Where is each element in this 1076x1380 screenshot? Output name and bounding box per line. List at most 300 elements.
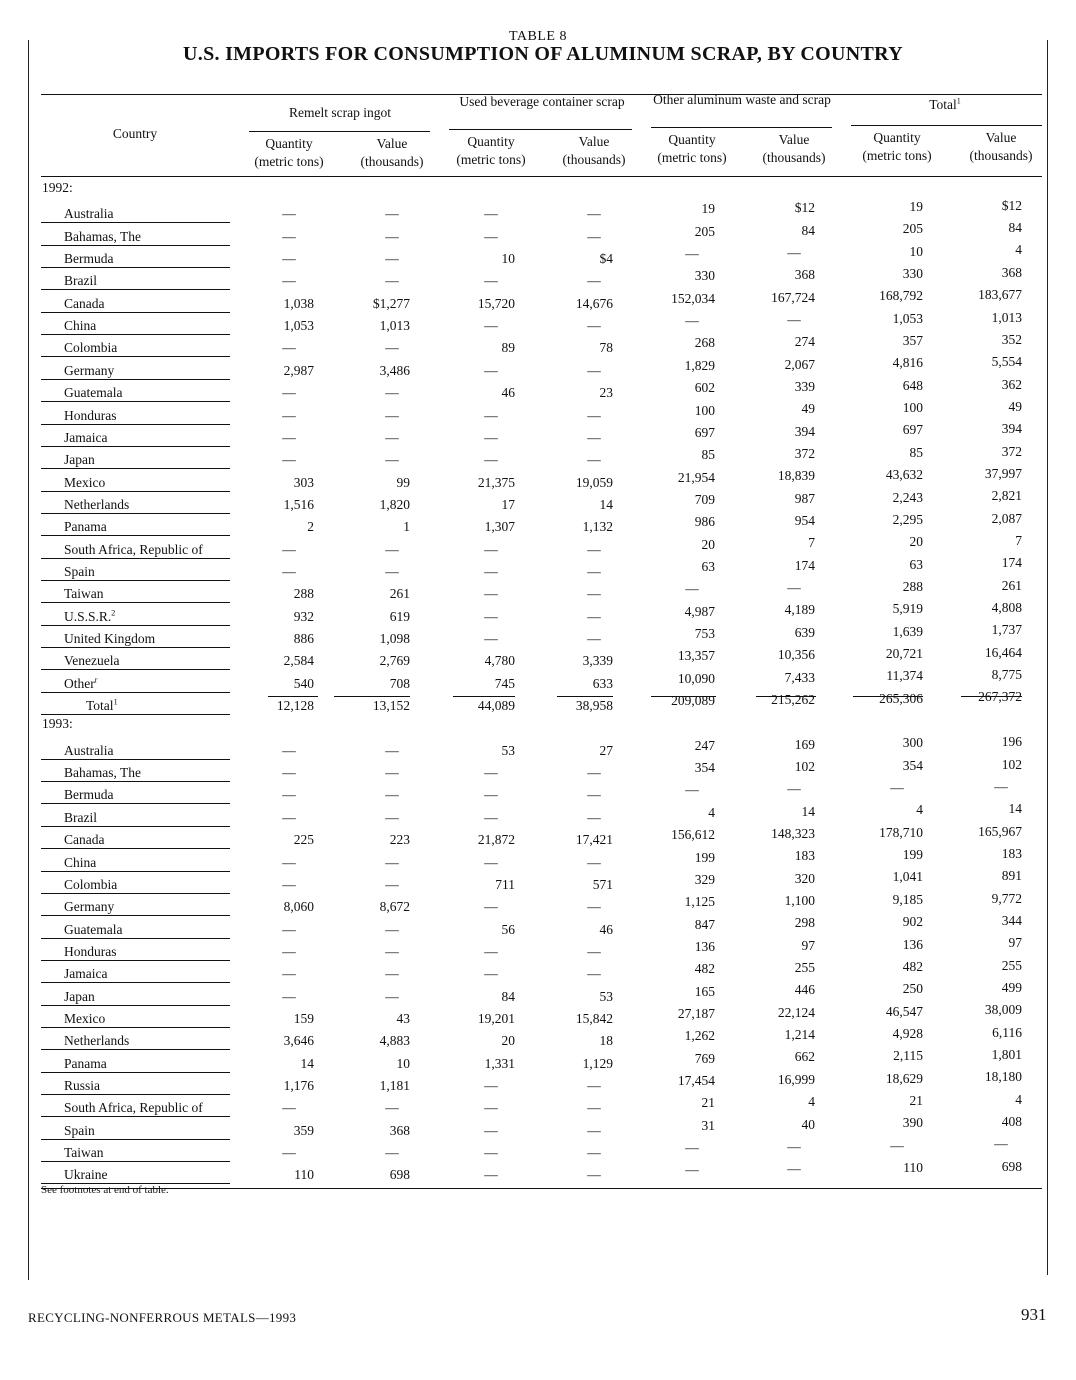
table-cell-value: — bbox=[484, 943, 498, 959]
table-cell-value: — bbox=[685, 246, 699, 262]
table-cell-value: — bbox=[587, 809, 601, 825]
table-cell-value: 1,100 bbox=[784, 893, 815, 908]
table-cell-value: 49 bbox=[1008, 398, 1022, 414]
column-group-label: Total bbox=[929, 97, 957, 112]
row-rule bbox=[41, 960, 230, 961]
column-header-value-unit: (thousands) bbox=[360, 154, 424, 169]
table-cell-value: — bbox=[787, 580, 801, 596]
row-rule bbox=[41, 669, 230, 670]
table-cell-value: 4 bbox=[1015, 1091, 1022, 1107]
country-name: Spain bbox=[64, 563, 95, 579]
table-cell-value: — bbox=[282, 854, 296, 870]
footnote-marker: 2 bbox=[111, 608, 116, 618]
country-name: Total bbox=[86, 698, 114, 714]
table-cell-value: 21 bbox=[701, 1095, 715, 1111]
table-cell-value: 21,375 bbox=[477, 474, 515, 490]
column-header-value-unit: (thousands) bbox=[762, 150, 826, 165]
table-cell-value: 4,808 bbox=[991, 600, 1022, 616]
table-cell-value: 1 bbox=[403, 519, 410, 535]
row-country-label bbox=[64, 430, 107, 446]
country-name: Other bbox=[64, 675, 95, 691]
column-group-rule bbox=[449, 129, 632, 130]
table-cell-value: 10 bbox=[501, 251, 515, 267]
table-cell-value: 38,009 bbox=[984, 1002, 1022, 1018]
table-cell-value: — bbox=[787, 781, 801, 797]
table-cell-value: — bbox=[587, 943, 601, 959]
table-cell-value: 84 bbox=[801, 222, 815, 238]
table-cell-value: 17,454 bbox=[677, 1073, 715, 1088]
row-country-label bbox=[64, 251, 114, 267]
row-country-label bbox=[64, 810, 97, 826]
row-country-label bbox=[64, 899, 114, 915]
table-cell-value: 18 bbox=[599, 1033, 613, 1049]
table-cell-value: 205 bbox=[902, 221, 923, 237]
row-rule bbox=[41, 1094, 230, 1095]
row-rule bbox=[41, 513, 230, 514]
row-country-label bbox=[64, 1033, 129, 1049]
table-cell-value: — bbox=[587, 452, 601, 468]
row-country-label bbox=[64, 944, 117, 960]
table-cell-value: — bbox=[484, 1145, 498, 1161]
country-name: Guatemala bbox=[64, 921, 123, 937]
table-cell-value: — bbox=[685, 1140, 699, 1156]
table-cell-value: 9,772 bbox=[991, 890, 1022, 906]
table-cell-value: 136 bbox=[902, 936, 923, 952]
table-cell-value: 27,187 bbox=[677, 1005, 715, 1021]
table-cell-value: 288 bbox=[293, 586, 314, 602]
row-rule bbox=[41, 826, 230, 827]
table-cell-value: — bbox=[484, 541, 498, 557]
table-cell-value: 13,357 bbox=[677, 648, 715, 664]
table-cell-value: — bbox=[587, 631, 601, 646]
table-cell-value: 711 bbox=[495, 876, 515, 892]
row-country-label bbox=[64, 877, 117, 893]
table-cell-value: 330 bbox=[694, 268, 715, 284]
table-cell-value: 84 bbox=[501, 988, 515, 1004]
page-number: 931 bbox=[1021, 1305, 1047, 1324]
table-cell-value: 174 bbox=[1001, 555, 1022, 571]
table-cell-value: 298 bbox=[794, 915, 815, 931]
country-name: Venezuela bbox=[64, 653, 120, 669]
country-name: Netherlands bbox=[64, 1033, 130, 1049]
table-cell-value: 354 bbox=[694, 760, 715, 776]
country-name: Colombia bbox=[64, 876, 118, 892]
table-cell-value: 1,013 bbox=[379, 318, 410, 334]
column-header-value-unit: (thousands) bbox=[969, 148, 1033, 163]
table-cell-value: 1,098 bbox=[379, 631, 410, 646]
table-cell-value: 987 bbox=[794, 490, 815, 506]
table-cell-value: — bbox=[587, 407, 601, 423]
country-name: United Kingdom bbox=[64, 631, 156, 646]
table-cell-value: — bbox=[385, 966, 399, 982]
table-cell-value: — bbox=[587, 228, 601, 244]
country-name: Bahamas, The bbox=[64, 765, 141, 781]
row-country-label bbox=[64, 497, 129, 513]
column-group-rule bbox=[249, 131, 430, 132]
table-cell-value: 7,433 bbox=[784, 669, 815, 685]
table-cell-value: — bbox=[484, 228, 498, 244]
table-cell-value: 18,839 bbox=[777, 468, 815, 484]
total-sum-rule bbox=[853, 696, 923, 697]
table-cell-value: 255 bbox=[1001, 957, 1022, 973]
table-cell-value: — bbox=[282, 206, 296, 222]
row-rule bbox=[41, 401, 230, 402]
table-cell-value: — bbox=[282, 340, 296, 356]
row-country-label bbox=[64, 519, 107, 535]
table-cell-value: 1,639 bbox=[892, 623, 923, 639]
table-cell-value: 662 bbox=[794, 1049, 815, 1065]
row-country-label bbox=[64, 922, 122, 938]
table-cell-value: — bbox=[282, 251, 296, 267]
table-cell-value: 697 bbox=[902, 422, 923, 438]
table-cell-value: — bbox=[282, 988, 296, 1004]
table-cell-value: 100 bbox=[902, 400, 923, 416]
table-cell-value: 4,816 bbox=[892, 355, 923, 371]
row-country-label bbox=[64, 385, 122, 401]
table-cell-value: 56 bbox=[501, 921, 515, 937]
table-cell-value: 183,677 bbox=[978, 287, 1022, 303]
table-cell-value: 648 bbox=[902, 377, 923, 393]
total-sum-rule bbox=[268, 696, 318, 697]
row-country-label bbox=[64, 475, 105, 491]
country-name: Japan bbox=[64, 452, 95, 468]
table-cell-value: 394 bbox=[1001, 421, 1022, 437]
row-rule bbox=[41, 267, 230, 268]
table-cell-value: 20 bbox=[909, 534, 923, 550]
table-cell-value: — bbox=[484, 318, 498, 334]
table-cell-value: 46 bbox=[501, 385, 515, 401]
row-rule bbox=[41, 222, 230, 223]
table-cell-value: 10 bbox=[396, 1055, 410, 1071]
table-cell-value: — bbox=[282, 765, 296, 781]
table-cell-value: 394 bbox=[794, 423, 815, 439]
table-cell-value: 49 bbox=[801, 401, 815, 417]
table-cell-value: — bbox=[587, 1167, 601, 1183]
country-name: Australia bbox=[64, 206, 114, 222]
table-cell-value: 902 bbox=[902, 914, 923, 930]
table-cell-value: 183 bbox=[1001, 845, 1022, 861]
table-cell-value: 261 bbox=[1001, 577, 1022, 593]
table-cell-value: — bbox=[890, 1137, 904, 1153]
column-header-quantity-unit: (metric tons) bbox=[657, 150, 727, 165]
table-cell-value: 372 bbox=[1001, 443, 1022, 459]
table-cell-value: — bbox=[385, 742, 399, 758]
table-cell-value: — bbox=[484, 966, 498, 982]
table-cell-value: 17,421 bbox=[575, 832, 613, 848]
row-rule bbox=[41, 1005, 230, 1006]
footnote-marker: 1 bbox=[113, 697, 118, 707]
table-cell-value: 178,710 bbox=[879, 824, 923, 840]
table-cell-value: — bbox=[484, 407, 498, 423]
row-rule bbox=[41, 1139, 230, 1140]
table-cell-value: 46,547 bbox=[885, 1003, 923, 1019]
table-cell-value: 265,306 bbox=[879, 690, 923, 706]
table-cell-value: — bbox=[282, 452, 296, 468]
table-cell-value: 3,646 bbox=[283, 1033, 314, 1049]
table-cell-value: — bbox=[385, 1100, 399, 1116]
table-cell-value: 174 bbox=[794, 557, 815, 573]
table-cell-value: 152,034 bbox=[671, 290, 715, 306]
table-cell-value: 22,124 bbox=[777, 1004, 815, 1020]
table-cell-value: 40 bbox=[801, 1116, 815, 1132]
row-rule bbox=[41, 245, 230, 246]
table-cell-value: — bbox=[587, 563, 601, 579]
table-cell-value: — bbox=[484, 765, 498, 781]
table-cell-value: 16,464 bbox=[984, 644, 1022, 660]
table-cell-value: — bbox=[587, 899, 601, 915]
table-cell-value: 10,090 bbox=[677, 670, 715, 686]
table-cell-value: — bbox=[282, 228, 296, 244]
table-cell-value: 408 bbox=[1001, 1114, 1022, 1130]
row-rule bbox=[41, 312, 230, 313]
table-cell-value: — bbox=[484, 1167, 498, 1183]
row-rule bbox=[41, 602, 230, 603]
table-cell-value: — bbox=[994, 1136, 1008, 1152]
column-group-label: Other aluminum waste and scrap bbox=[653, 92, 831, 107]
table-cell-value: 46 bbox=[599, 921, 613, 937]
table-cell-value: 1,125 bbox=[684, 894, 715, 910]
table-cell-value: — bbox=[282, 1100, 296, 1116]
row-country-label bbox=[64, 340, 117, 356]
table-cell-value: 886 bbox=[293, 631, 314, 646]
column-group-rule bbox=[851, 125, 1042, 126]
column-header-value-unit: (thousands) bbox=[562, 152, 626, 167]
table-cell-value: — bbox=[282, 273, 296, 289]
table-cell-value: — bbox=[385, 809, 399, 825]
row-rule bbox=[41, 982, 230, 983]
table-cell-value: — bbox=[587, 1078, 601, 1093]
table-cell-value: 10,356 bbox=[777, 647, 815, 663]
table-cell-value: 300 bbox=[902, 735, 923, 751]
table-cell-value: — bbox=[385, 340, 399, 356]
table-cell-value: 359 bbox=[293, 1122, 314, 1138]
column-header-quantity: Quantity bbox=[467, 134, 515, 149]
row-country-label bbox=[64, 318, 96, 334]
country-name: Panama bbox=[64, 519, 107, 535]
total-sum-rule bbox=[651, 696, 716, 697]
table-cell-value: 745 bbox=[494, 675, 515, 691]
table-cell-value: — bbox=[484, 854, 498, 870]
table-cell-value: 4 bbox=[1015, 242, 1022, 258]
table-cell-value: 199 bbox=[694, 849, 715, 865]
row-rule bbox=[41, 1072, 230, 1073]
table-cell-value: 1,829 bbox=[684, 357, 715, 373]
table-cell-value: 110 bbox=[903, 1160, 923, 1175]
table-cell-value: 10 bbox=[909, 243, 923, 259]
table-cell-value: — bbox=[587, 429, 601, 445]
country-name: Brazil bbox=[64, 273, 97, 289]
table-cell-value: 1,262 bbox=[684, 1028, 715, 1044]
row-country-label bbox=[64, 1100, 203, 1116]
row-rule bbox=[41, 1161, 230, 1162]
table-cell-value: 1,013 bbox=[991, 309, 1022, 325]
country-name: Panama bbox=[64, 1055, 107, 1071]
country-name: South Africa, Republic of bbox=[64, 1100, 203, 1116]
table-cell-value: — bbox=[587, 966, 601, 982]
country-name: Bermuda bbox=[64, 787, 114, 803]
table-cell-value: 499 bbox=[1001, 980, 1022, 995]
table-cell-value: 1,053 bbox=[892, 310, 923, 326]
country-name: Colombia bbox=[64, 340, 118, 356]
row-rule bbox=[41, 893, 230, 894]
table-cell-value: 2,584 bbox=[283, 653, 314, 669]
row-rule bbox=[41, 803, 230, 804]
table-cell-value: $12 bbox=[794, 200, 815, 216]
table-cell-value: 255 bbox=[794, 960, 815, 976]
table-cell-value: 21,954 bbox=[677, 469, 715, 485]
table-cell-value: 14 bbox=[599, 496, 613, 512]
row-country-label bbox=[64, 206, 114, 222]
row-rule bbox=[41, 468, 230, 469]
table-cell-value: — bbox=[484, 429, 498, 445]
row-country-label bbox=[64, 408, 117, 424]
table-cell-value: 8,060 bbox=[283, 899, 314, 915]
row-rule bbox=[41, 446, 230, 447]
country-name: Jamaica bbox=[64, 429, 108, 445]
row-rule bbox=[41, 558, 230, 559]
table-cell-value: — bbox=[587, 787, 601, 803]
row-country-label bbox=[64, 743, 114, 759]
row-country-label bbox=[64, 832, 104, 848]
table-cell-value: 267,372 bbox=[978, 689, 1022, 705]
table-cell-value: 18,180 bbox=[984, 1069, 1022, 1085]
table-cell-value: 1,038 bbox=[283, 295, 314, 311]
table-cell-value: 27 bbox=[599, 742, 613, 758]
row-country-label bbox=[64, 363, 114, 379]
table-cell-value: 97 bbox=[1008, 935, 1022, 951]
table-cell-value: 23 bbox=[599, 385, 613, 401]
table-cell-value: — bbox=[385, 563, 399, 579]
table-cell-value: 4 bbox=[916, 802, 923, 818]
table-cell-value: 1,331 bbox=[484, 1055, 515, 1071]
table-cell-value: 697 bbox=[694, 424, 715, 440]
table-cell-value: 1,053 bbox=[283, 318, 314, 334]
table-cell-value: 167,724 bbox=[771, 289, 815, 305]
table-cell-value: 891 bbox=[1001, 868, 1022, 884]
total-sum-rule bbox=[756, 696, 816, 697]
country-name: Taiwan bbox=[64, 1145, 104, 1161]
table-cell-value: 215,262 bbox=[771, 691, 815, 707]
table-cell-value: 390 bbox=[902, 1115, 923, 1131]
table-cell-value: 357 bbox=[902, 333, 923, 349]
column-group-header bbox=[647, 91, 837, 109]
footnote-note: See footnotes at end of table. bbox=[41, 1184, 169, 1196]
column-group-header bbox=[447, 93, 637, 111]
column-header-quantity-unit: (metric tons) bbox=[862, 148, 932, 163]
row-country-label bbox=[64, 653, 119, 669]
running-footer-title: RECYCLING-NONFERROUS METALS—1993 bbox=[28, 1310, 297, 1325]
table-cell-value: — bbox=[484, 273, 498, 289]
row-country-label bbox=[64, 855, 96, 871]
country-name: Taiwan bbox=[64, 586, 104, 602]
table-cell-value: 753 bbox=[694, 626, 715, 641]
row-rule bbox=[41, 379, 230, 380]
table-cell-value: — bbox=[484, 608, 498, 624]
table-cell-value: 53 bbox=[599, 988, 613, 1004]
table-cell-value: — bbox=[385, 765, 399, 781]
table-cell-value: $12 bbox=[1001, 197, 1022, 213]
year-label: 1993: bbox=[42, 716, 73, 732]
column-group-label: Used beverage container scrap bbox=[459, 94, 625, 109]
footnote-marker: r bbox=[94, 675, 98, 685]
table-cell-value: 7 bbox=[808, 535, 815, 551]
table-cell-value: — bbox=[685, 1162, 699, 1178]
table-cell-value: — bbox=[685, 782, 699, 798]
row-rule bbox=[41, 491, 230, 492]
table-cell-value: 223 bbox=[389, 832, 410, 848]
year-label: 1992: bbox=[42, 180, 73, 195]
page-margin-rule-right bbox=[1047, 40, 1048, 1275]
row-rule bbox=[41, 334, 230, 335]
table-cell-value: 250 bbox=[902, 981, 923, 997]
table-cell-value: 14 bbox=[1008, 801, 1022, 817]
country-name: Netherlands bbox=[64, 496, 130, 512]
row-country-label bbox=[64, 1123, 95, 1139]
table-cell-value: 1,132 bbox=[582, 519, 613, 535]
table-cell-value: 261 bbox=[389, 586, 410, 602]
table-cell-value: — bbox=[787, 244, 801, 260]
table-cell-value: 78 bbox=[599, 340, 613, 356]
table-label: TABLE 8 bbox=[509, 29, 567, 44]
table-cell-value: 482 bbox=[902, 958, 923, 974]
table-cell-value: — bbox=[484, 452, 498, 468]
country-name: Brazil bbox=[64, 809, 97, 825]
table-cell-value: 15,720 bbox=[477, 295, 515, 311]
country-name: Japan bbox=[64, 988, 95, 1004]
table-cell-value: 14,676 bbox=[575, 295, 613, 311]
table-cell-value: 15,842 bbox=[575, 1010, 613, 1026]
table-cell-value: 136 bbox=[694, 938, 715, 954]
table-cell-value: 85 bbox=[909, 444, 923, 460]
row-country-label bbox=[64, 586, 104, 602]
table-cell-value: 156,612 bbox=[671, 827, 715, 843]
table-cell-value: 288 bbox=[902, 578, 923, 594]
table-cell-value: — bbox=[385, 206, 399, 222]
column-header-value: Value bbox=[985, 130, 1017, 145]
table-cell-value: — bbox=[587, 206, 601, 222]
table-cell-value: — bbox=[587, 1122, 601, 1138]
table-cell-value: 482 bbox=[694, 961, 715, 977]
table-cell-value: 17 bbox=[501, 496, 515, 512]
table-cell-value: — bbox=[385, 452, 399, 468]
row-country-label bbox=[64, 1167, 107, 1183]
table-cell-value: 110 bbox=[294, 1167, 314, 1183]
column-header-value: Value bbox=[376, 136, 408, 151]
total-sum-rule bbox=[961, 696, 1022, 697]
table-cell-value: 44,089 bbox=[477, 698, 515, 714]
country-name: China bbox=[64, 318, 97, 334]
table-cell-value: — bbox=[587, 1100, 601, 1116]
table-cell-value: 639 bbox=[794, 624, 815, 640]
row-rule bbox=[41, 1116, 230, 1117]
table-cell-value: 4,883 bbox=[379, 1033, 410, 1049]
table-cell-value: — bbox=[385, 1145, 399, 1161]
table-cell-value: 97 bbox=[801, 937, 815, 953]
table-cell-value: 16,999 bbox=[777, 1071, 815, 1087]
table-cell-value: 3,339 bbox=[582, 653, 613, 669]
row-rule bbox=[41, 692, 230, 693]
table-cell-value: — bbox=[587, 1145, 601, 1161]
table-cell-value: 102 bbox=[794, 758, 815, 774]
table-cell-value: 183 bbox=[794, 848, 815, 864]
table-cell-value: $1,277 bbox=[372, 295, 410, 311]
country-name: Russia bbox=[64, 1078, 101, 1093]
table-cell-value: 274 bbox=[794, 334, 815, 350]
table-cell-value: 329 bbox=[694, 871, 715, 887]
table-cell-value: 1,801 bbox=[991, 1047, 1022, 1063]
column-group-label: Remelt scrap ingot bbox=[289, 105, 391, 120]
row-country-label bbox=[64, 765, 141, 781]
